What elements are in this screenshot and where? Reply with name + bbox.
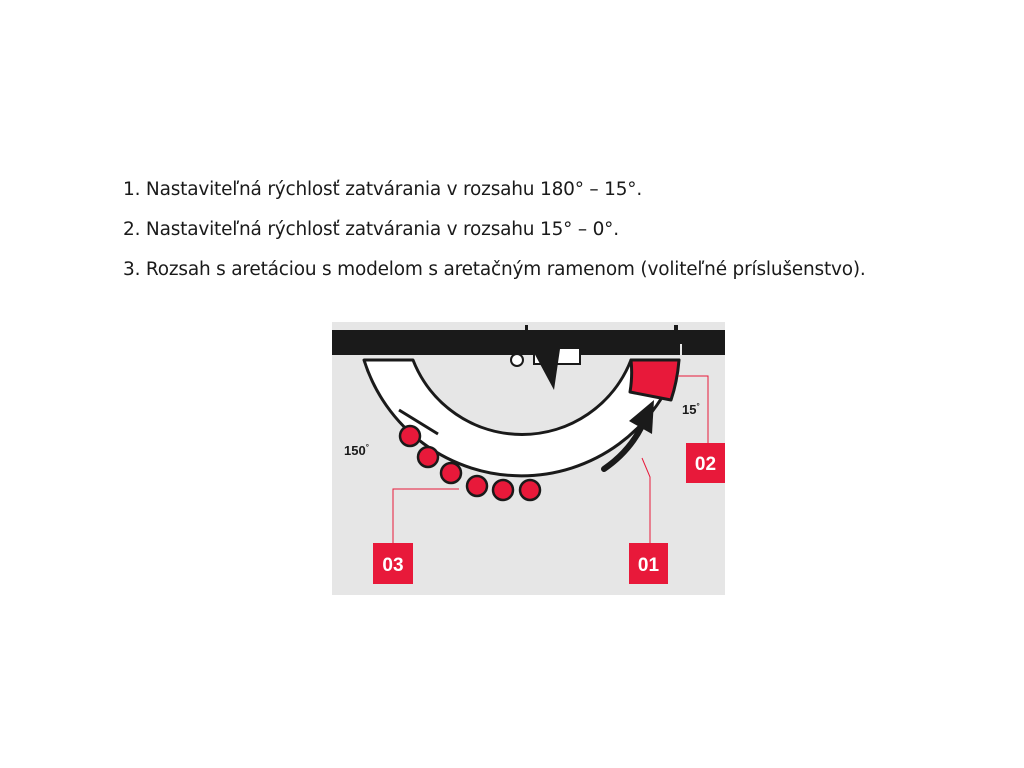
- hold-open-dot: [520, 480, 540, 500]
- bar-end-tick: [680, 344, 682, 358]
- feature-item-3: 3. Rozsah s aretáciou s modelom s aretačným ramenom (voliteľné príslušenstvo).: [123, 259, 866, 280]
- angle-label-150: 150°: [344, 443, 369, 458]
- hold-open-dot: [400, 426, 420, 446]
- svg-text:01: 01: [637, 555, 660, 576]
- door-bar: [332, 330, 725, 355]
- hold-open-dot: [418, 447, 438, 467]
- closing-range-diagram: [332, 322, 725, 595]
- callout-03: [373, 543, 413, 584]
- hold-open-dot: [441, 463, 461, 483]
- svg-text:02: 02: [694, 454, 717, 475]
- svg-text:03: 03: [382, 555, 404, 576]
- feature-list: [123, 176, 866, 296]
- latch-zone-segment: [630, 360, 679, 400]
- feature-item-2: 2. Nastaviteľná rýchlosť zatvárania v rozsahu 15° – 0°.: [123, 219, 619, 240]
- callout-01: [629, 543, 668, 584]
- feature-item-1: 1. Nastaviteľná rýchlosť zatvárania v rozsahu 180° – 15°.: [123, 179, 643, 200]
- hold-open-dot: [467, 476, 487, 496]
- bar-notch-left: [525, 325, 528, 333]
- callout-02: [686, 443, 725, 483]
- angle-label-15: 15°: [682, 402, 700, 417]
- hold-open-dot: [493, 480, 513, 500]
- pivot-icon: [511, 354, 523, 366]
- bar-notch-right: [674, 325, 678, 333]
